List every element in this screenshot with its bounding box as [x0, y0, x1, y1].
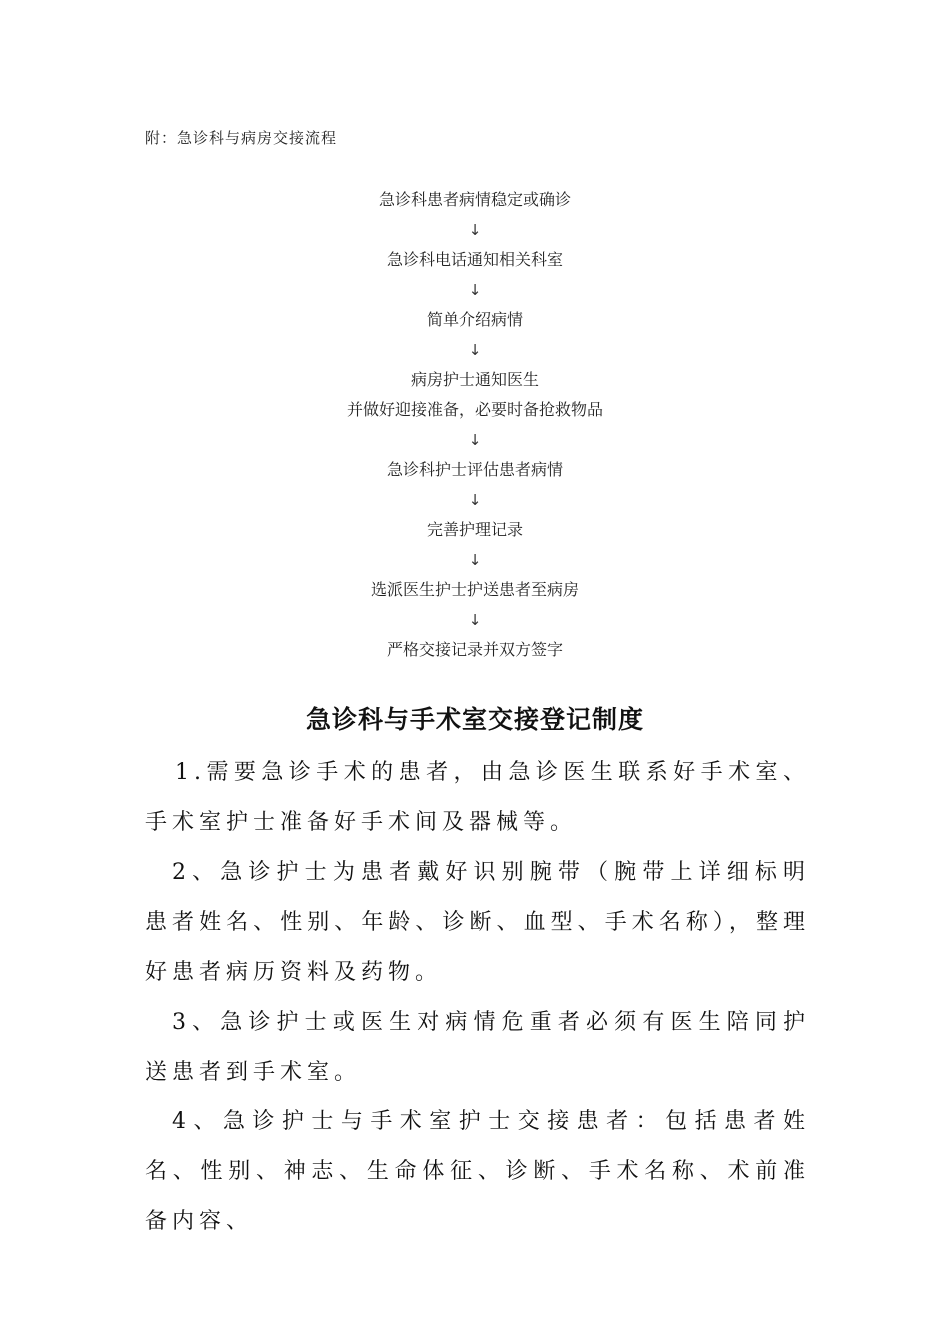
flow-arrow-icon: ↓	[468, 221, 482, 239]
flow-arrow-icon: ↓	[468, 491, 482, 509]
flow-step: 急诊科护士评估患者病情	[386, 460, 563, 479]
flow-step: 并做好迎接准备，必要时备抢救物品	[346, 400, 603, 419]
appendix-label: 附：急诊科与病房交接流程	[145, 129, 338, 147]
flow-step: 病房护士通知医生	[410, 370, 539, 389]
flow-arrow-icon: ↓	[468, 611, 482, 629]
paragraph: 1.需要急诊手术的患者，由急诊医生联系好手术室、手术室护士准备好手术间及器械等。	[145, 760, 810, 835]
flow-arrow-icon: ↓	[468, 431, 482, 449]
flow-step: 急诊科电话通知相关科室	[386, 250, 563, 269]
paragraph: 4、急诊护士与手术室护士交接患者：包括患者姓名、性别、神志、生命体征、诊断、手术名称、术前准备内容、	[145, 1109, 810, 1234]
flow-arrow-icon: ↓	[468, 341, 482, 359]
flow-step: 严格交接记录并双方签字	[386, 640, 563, 659]
paragraph: 3、急诊护士或医生对病情危重者必须有医生陪同护送患者到手术室。	[145, 1010, 810, 1085]
section-title: 急诊科与手术室交接登记制度	[305, 705, 644, 734]
paragraph: 2、急诊护士为患者戴好识别腕带（腕带上详细标明患者姓名、性别、年龄、诊断、血型、手术名称），整理好患者病历资料及药物。	[145, 860, 810, 985]
flow-step: 简单介绍病情	[426, 310, 523, 329]
flow-arrow-icon: ↓	[468, 281, 482, 299]
flow-step: 选派医生护士护送患者至病房	[370, 580, 579, 599]
flow-arrow-icon: ↓	[468, 551, 482, 569]
flow-step: 完善护理记录	[426, 520, 523, 539]
flow-step: 急诊科患者病情稳定或确诊	[378, 190, 571, 209]
